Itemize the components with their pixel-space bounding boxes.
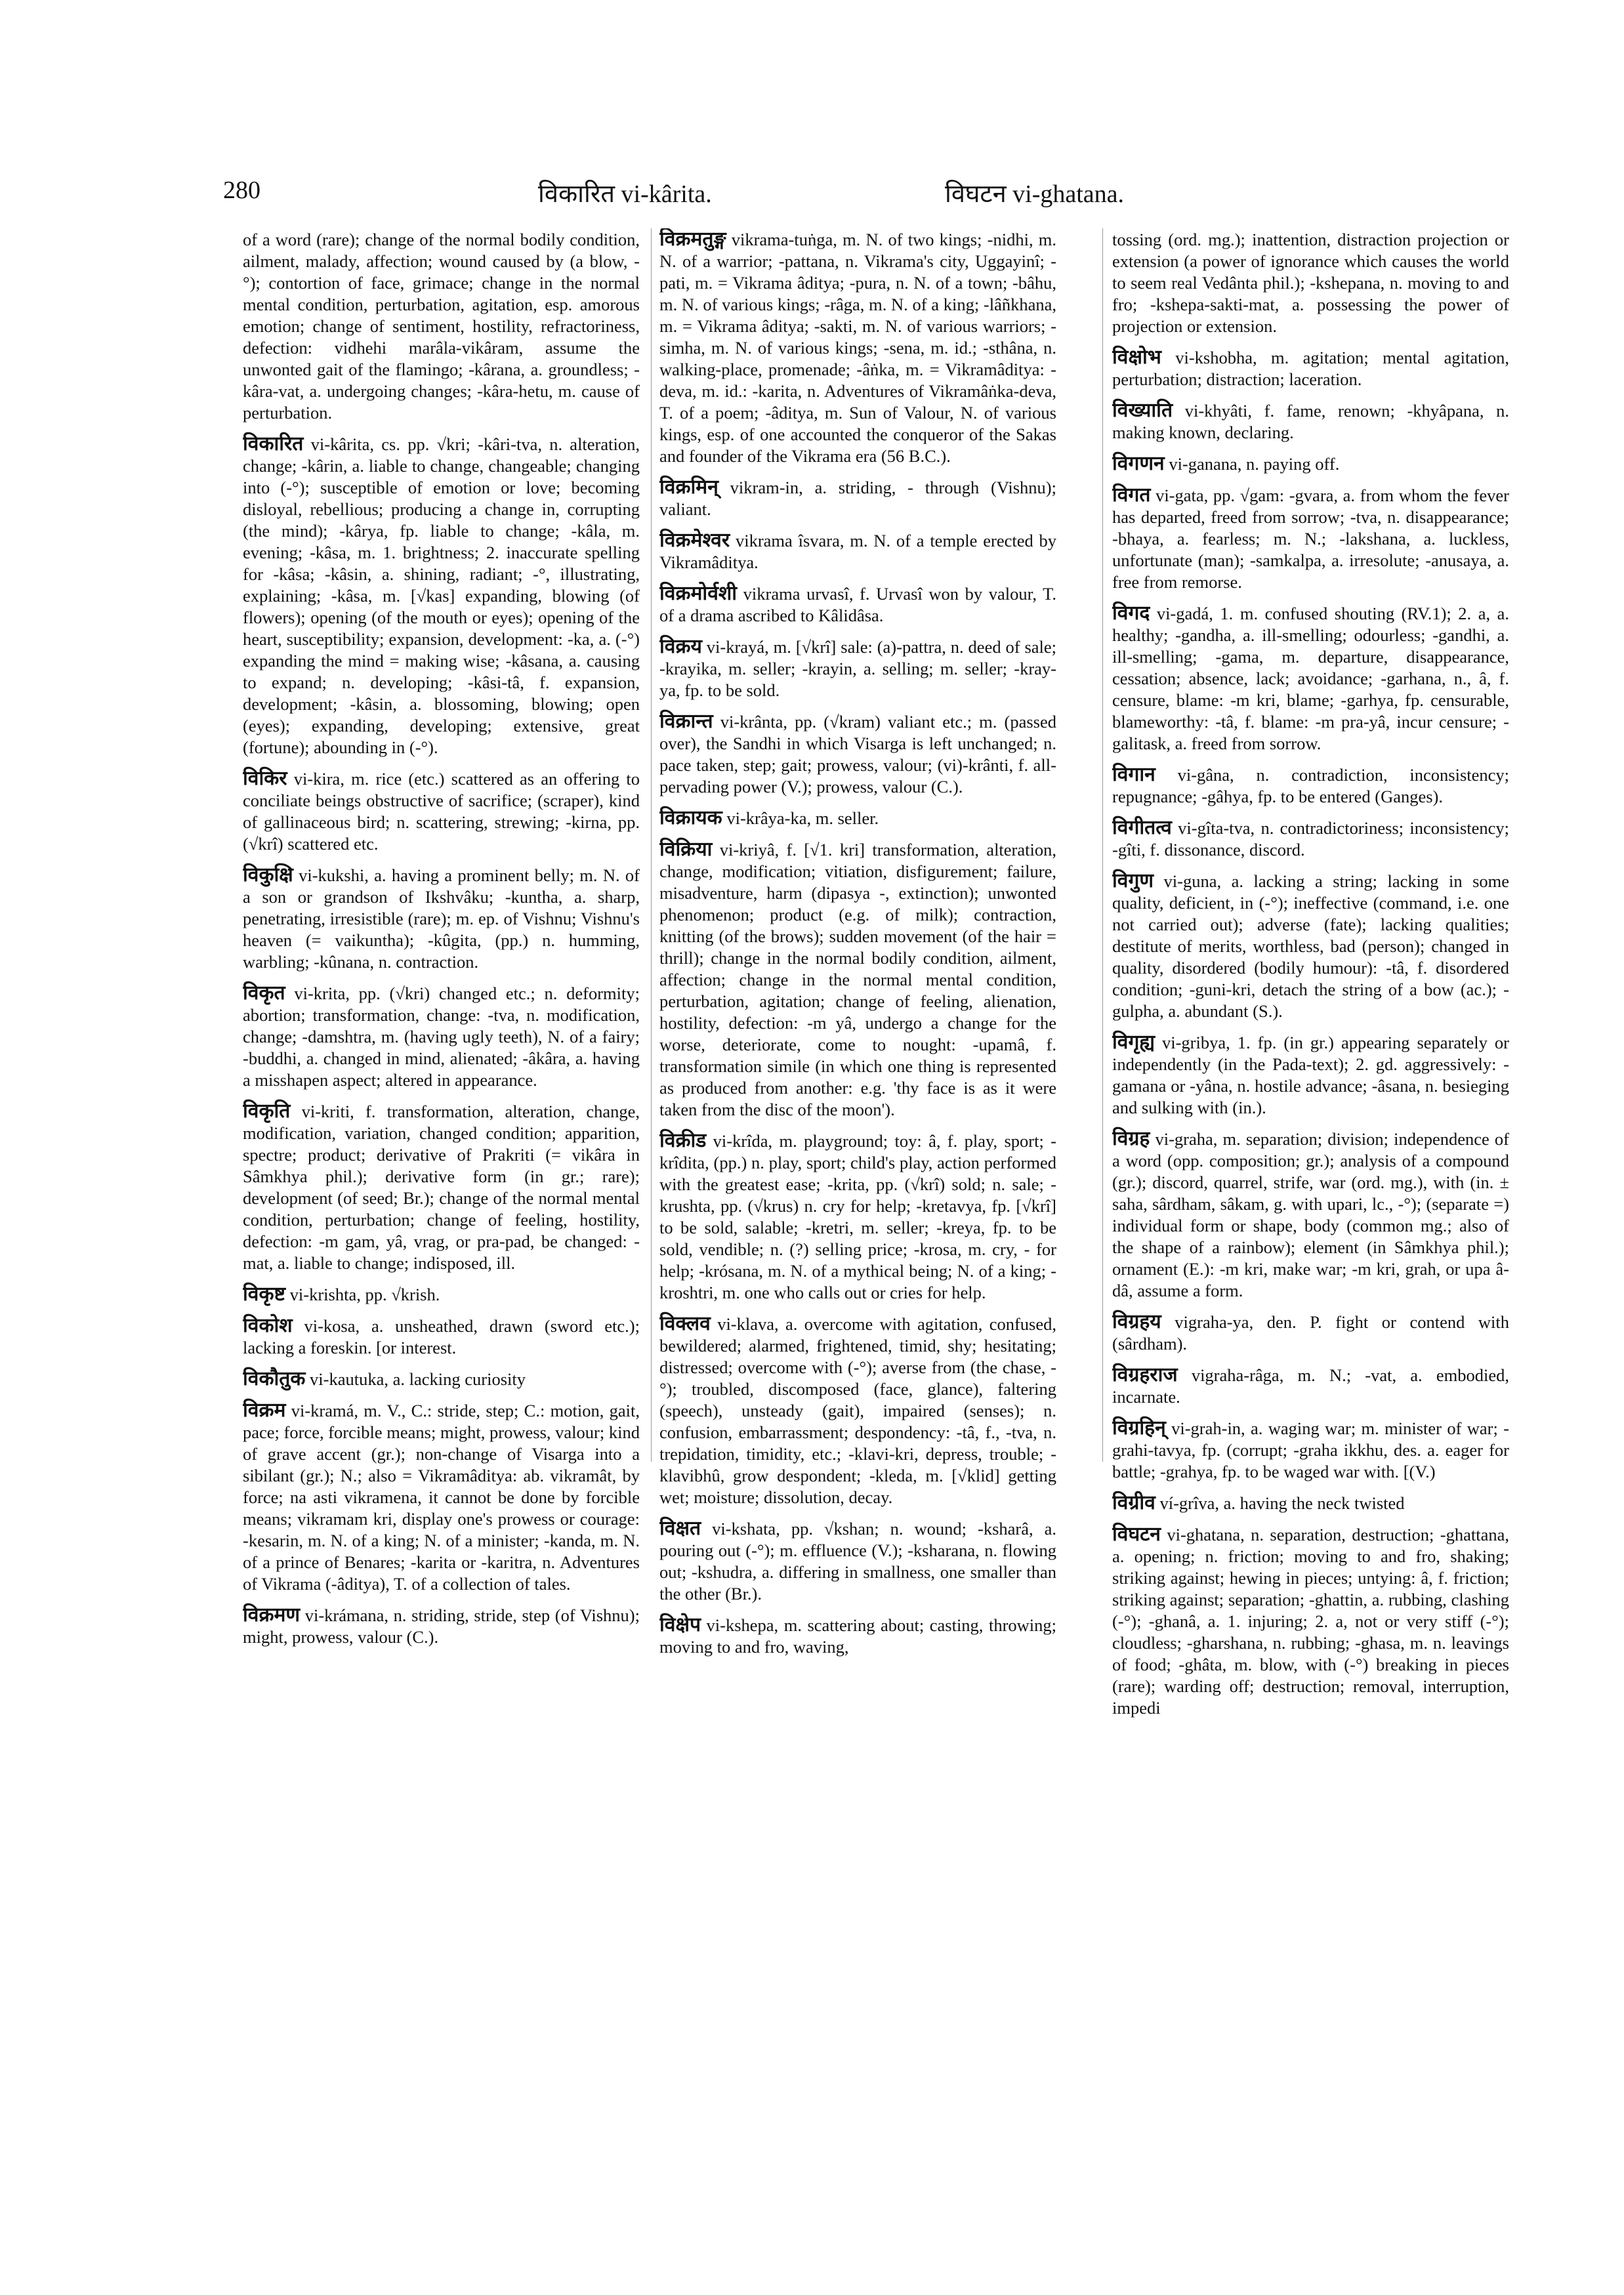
dictionary-entry — [1112, 1523, 1509, 1719]
dictionary-entry — [1112, 870, 1509, 1022]
entry-definition: vi-krámana, n. striding, stride, step (of Vishnu); might, prowess, valour (C.). — [243, 1605, 640, 1647]
guide-word-right: विघटन vi-ghatana. — [945, 180, 1125, 208]
column-divider — [1102, 228, 1103, 1462]
entry-headword: विकृति — [243, 1100, 291, 1123]
entry-definition: vi-krîda, m. playground; toy: â, f. play, sport; -krîdita, (pp.) n. play, sport; child's play, action performed with the greatest ease; -krita, pp. (√krî) sold; n. sale; -krushta, pp. (√krus) n. cry for help; -kretavya, fp. [√krî] to be sold, salable; -kretri, m. seller; -kreya, fp. to be sold, vendible; n. (?) selling price; -krosa, m. cry, - for help; -krósana, m. N. of a mythical being; N. of a king; -kroshtri, m. one who calls out or cries for help. — [659, 1131, 1056, 1302]
entry-headword: विक्रमण — [243, 1603, 301, 1626]
entry-headword: विकोश — [243, 1314, 293, 1337]
column-divider — [651, 228, 652, 1462]
entry-headword: विक्रिया — [659, 838, 713, 861]
entry-definition: vi-ghatana, n. separation, destruction; -ghattana, a. opening; n. friction; moving to and fro, shaking; striking against; hewing in pieces; untying: â, f. friction; striking against; separation; -ghattin, a. rubbing, clashing (-°); -ghanâ, a. 1. injuring; 2. a, not or very stiff (-°); cloudless; -gharshana, n. rubbing; -ghasa, m. n. leavings of food; -ghâta, m. blow, with (-°) breaking in pieces (rare); warding off; destruction; removal, interruption, impedi — [1112, 1525, 1509, 1718]
entry-definition: vi-krayá, m. [√krî] sale: (a)-pattra, n. deed of sale; -krayika, m. seller; -krayin, a. selling; m. seller; -kray-ya, fp. to be sold. — [659, 637, 1056, 700]
page-header — [223, 176, 1207, 215]
entry-definition: vi-kosa, a. unsheathed, drawn (sword etc.); lacking a foreskin. [or interest. — [243, 1316, 640, 1357]
dictionary-entry — [243, 864, 640, 973]
dictionary-entry — [243, 1315, 640, 1359]
entry-definition: vi-gîta-tva, n. contradictoriness; inconsistency; -gîti, f. dissonance, discord. — [1112, 818, 1509, 859]
dictionary-entry — [243, 1604, 640, 1648]
dictionary-entry — [243, 768, 640, 855]
dictionary-entry — [243, 228, 640, 424]
dictionary-entry — [1112, 1492, 1509, 1514]
entry-headword: विक्षत — [659, 1517, 701, 1540]
dictionary-entry — [243, 1283, 640, 1306]
dictionary-column-2 — [659, 228, 1056, 2210]
entry-headword: विग्रहिन् — [1112, 1416, 1166, 1439]
entry-definition: vikrama-tuṅga, m. N. of two kings; -nidhi, m. N. of a warrior; -pattana, n. Vikrama's city, Uggayinî; -pati, m. = Vikrama âditya; -pura, n. N. of a town; -bâhu, m. N. of various kings; -râga, m. N. of a king; -lâñkhana, m. = Vikrama âditya; -sakti, m. N. of various warriors; -simha, m. N. of various kings; -sena, m. id.; -sthâna, n. walking-place, promenade; -âṅka, m. = Vikramâditya: -deva, m. id.: -karita, n. Adventures of Vikramâṅka-deva, T. of a poem; -âditya, m. Sun of Valour, N. of various kings, esp. of one accounted the conqueror of the Sakas and founder of the Vikrama era (56 B.C.). — [659, 230, 1056, 466]
entry-headword: विग्रीव — [1112, 1491, 1156, 1514]
entry-headword: विघटन — [1112, 1523, 1161, 1546]
entry-headword: विक्षेप — [659, 1613, 701, 1636]
entry-definition: vi-kramá, m. V., C.: stride, step; C.: motion, gait, pace; force, forcible means; might, prowess, valour; kind of grave accent (gr.); non-change of Visarga into a sibilant (gr.); N.; also = Vikramâditya: ab. vikramât, by force; na asti vikramena, it cannot be done by forcible means; vikramam kri, display one's prowess or courage: -kesarin, m. N. of a king; N. of a minister; -kanda, m. N. of a prince of Benares; -karita or -karitra, n. Adventures of Vikrama (-âditya), T. of a collection of tales. — [243, 1401, 640, 1594]
entry-headword: विक्रमेश्वर — [659, 529, 730, 552]
entry-headword: विकृत — [243, 982, 285, 1004]
entry-definition: vi-krita, pp. (√kri) changed etc.; n. deformity; abortion; transformation, change: -tva, n. modification, change; -damshtra, m. (having ugly teeth), N. of a fairy; -buddhi, a. changed in mind, alienated; -âkâra, a. having a misshapen aspect; altered in appearance. — [243, 983, 640, 1090]
entry-headword: विगुण — [1112, 869, 1154, 892]
dictionary-entry — [243, 433, 640, 758]
dictionary-entry — [243, 1368, 640, 1390]
guide-word-left: विकारित vi-kârita. — [538, 180, 712, 208]
entry-definition: ví-grîva, a. having the neck twisted — [1159, 1493, 1405, 1513]
entry-headword: विकिर — [243, 767, 287, 790]
entry-headword: विकौतुक — [243, 1367, 306, 1390]
entry-definition: vigraha-ya, den. P. fight or contend with (sârdham). — [1112, 1312, 1509, 1354]
dictionary-column-1 — [243, 228, 640, 2210]
dictionary-entry — [659, 711, 1056, 798]
entry-definition: vigraha-râga, m. N.; -vat, a. embodied, incarnate. — [1112, 1365, 1509, 1407]
dictionary-entry — [1112, 346, 1509, 390]
entry-headword: विगृह्य — [1112, 1031, 1155, 1054]
entry-definition: vi-kriti, f. transformation, alteration, change, modification, variation, changed condition; apparition, spectre; product; derivative of Prakriti (= vikâra in Sâmkhya phil.); derivative form (in gr.; rare); development (of seed; Br.); change of the normal mental condition, perturbation; change of feeling, hostility, defection: -m gam, yâ, vrag, or pra-pad, be changed: -mat, a. liable to change; indisposed, ill. — [243, 1102, 640, 1273]
entry-definition: vikram-in, a. striding, - through (Vishnu); valiant. — [659, 478, 1056, 519]
entry-definition: vi-graha, m. separation; division; independence of a word (opp. composition; gr.); analysis of a compound (gr.); discord, quarrel, strife, war (ord. mg.), with (in. ± saha, sârdham, sâkam, g. with upari, lc., -°); (separate =) individual form or shape, body (common mg.; also of the shape of a rainbow); element (in Sâmkhya phil.); ornament (E.): -m kri, make war; -m kri, grah, or upa â-dâ, assume a form. — [1112, 1129, 1509, 1300]
dictionary-entry — [659, 529, 1056, 573]
entry-headword: विकुक्षि — [243, 863, 293, 886]
dictionary-entry — [659, 807, 1056, 829]
dictionary-entry — [1112, 1128, 1509, 1302]
entry-headword: विकारित — [243, 432, 304, 455]
dictionary-entry — [659, 636, 1056, 701]
dictionary-entry — [1112, 400, 1509, 444]
entry-definition: vi-kukshi, a. having a prominent belly; m. N. of a son or grandson of Ikshvâku; -kuntha, a. sharp, penetrating, irresistible (rare); m. ep. of Vishnu; Vishnu's heaven (= vaikuntha); -kûgita, (pp.) n. humming, warbling; -kûnana, n. contraction. — [243, 865, 640, 972]
entry-definition: vi-kshata, pp. √kshan; n. wound; -ksharâ, a. pouring out (-°); m. effluence (V.); -ksharana, n. flowing out; -kshudra, a. differing in smallness, one smaller than the other (Br.). — [659, 1519, 1056, 1603]
entry-definition: vi-kriyâ, f. [√1. kri] transformation, alteration, change, modification; vitiation, disfigurement; failure, misadventure, harm (dipasya -, extinction); unwonted phenomenon; product (e.g. of milk); contraction, knitting (of the brows); sudden movement (of the hair = thrill); change in the normal bodily condition, ailment, affection; change in the normal mental condition, perturbation, agitation; change of feeling, alienation, hostility, defection: -m yâ, undergo a change for the worse, deteriorate, come to nought: -upamâ, f. transformation simile (in which one thing is represented as produced from another: e.g. 'thy face is as it were taken from the disc of the moon'). — [659, 840, 1056, 1119]
entry-headword: विक्रमतुङ्ग — [659, 228, 726, 251]
entry-headword: विग्रहय — [1112, 1310, 1161, 1333]
entry-headword: विक्रायक — [659, 806, 722, 829]
entry-headword: विगान — [1112, 763, 1156, 786]
entry-headword: विक्रमोर्वशी — [659, 582, 738, 605]
dictionary-entry — [659, 1313, 1056, 1508]
entry-definition: vi-kshepa, m. scattering about; casting, throwing; moving to and fro, waving, — [659, 1615, 1056, 1657]
dictionary-entry — [1112, 484, 1509, 593]
entry-definition: vikrama îsvara, m. N. of a temple erected by Vikramâditya. — [659, 531, 1056, 572]
dictionary-entry — [1112, 1311, 1509, 1355]
entry-definition: vi-krishta, pp. √krish. — [289, 1285, 440, 1304]
entry-headword: विग्रहराज — [1112, 1363, 1178, 1386]
dictionary-entry — [1112, 1364, 1509, 1408]
dictionary-entry — [659, 838, 1056, 1121]
entry-headword: विक्रमिन् — [659, 476, 718, 499]
dictionary-column-3 — [1112, 228, 1509, 2210]
entry-definition: vikrama urvasî, f. Urvasî won by valour, T. of a drama ascribed to Kâlidâsa. — [659, 584, 1056, 625]
entry-headword: विक्लव — [659, 1312, 711, 1335]
dictionary-entry — [659, 1130, 1056, 1304]
dictionary-entry — [1112, 764, 1509, 808]
entry-definition: vi-krâya-ka, m. seller. — [726, 808, 879, 828]
entry-headword: विगीतत्व — [1112, 816, 1172, 839]
entry-definition: vi-kautuka, a. lacking curiosity — [310, 1369, 526, 1389]
entry-definition: vi-krânta, pp. (√kram) valiant etc.; m. (passed over), the Sandhi in which Visarga is left unchanged; n. pace taken, step; gait; prowess, valour; (vi)-krânti, f. all-pervading power (V.); prowess, valour (C.). — [659, 712, 1056, 796]
entry-headword: विगणन — [1112, 452, 1165, 475]
dictionary-entry — [1112, 1417, 1509, 1483]
entry-headword: विगद — [1112, 602, 1150, 625]
entry-definition: vi-kira, m. rice (etc.) scattered as an offering to conciliate beings obstructive of sacrifice; (scraper), kind of gallinaceous bird; n. scattering, strewing; -kirna, pp. (√krî) scattered etc. — [243, 769, 640, 854]
entry-definition: vi-kârita, cs. pp. √kri; -kâri-tva, n. alteration, change; -kârin, a. liable to change, changeable; changing into (-°); susceptible of emotion or love; becoming disloyal, rebellious; producing a change in, corrupting (the mind); -kârya, fp. liable to change; -kâla, m. evening; -kâsa, m. 1. brightness; 2. inaccurate spelling for -kâsa; -kâsin, a. shining, radiant; -°, illustrating, explaining; -kâsa, m. [√kas] expanding, blowing (of flowers); opening (of the mouth or eyes); opening of the heart, susceptibility; expansion, development: -ka, a. (-°) expanding the mind = making wise; -kâsana, a. causing to expand; n. developing; -kâsi-tâ, f. expansion, development; -kâsin, a. blossoming, blowing; open (eyes); expanding, developing; extensive, great (fortune); abounding in (-°). — [243, 434, 640, 757]
entry-headword: विकृष्ट — [243, 1283, 286, 1306]
entry-headword: विक्रय — [659, 635, 702, 658]
page-number: 280 — [223, 176, 260, 204]
dictionary-entry — [659, 1614, 1056, 1658]
dictionary-entry — [1112, 453, 1509, 475]
entry-definition: vi-gribya, 1. fp. (in gr.) appearing separately or independently (in the Pada-text); 2. gd. aggressively: -gamana or -yâna, n. hostile advance; -âsana, n. besieging and sulking with (in.). — [1112, 1033, 1509, 1117]
entry-headword: विख्याति — [1112, 399, 1173, 422]
entry-definition: vi-guna, a. lacking a string; lacking in some quality, deficient, in (-°); ineffective (command, i.e. one not carried out); adverse (fate); lacking qualities; destitute of merits, worthless, bad (person); changed in quality, disordered (bodily humour): -tâ, f. disordered condition; -guni-kri, detach the string of a bow (ac.); -gulpha, a. abundant (S.). — [1112, 871, 1509, 1021]
dictionary-entry — [1112, 602, 1509, 755]
dictionary-entry — [659, 228, 1056, 467]
dictionary-entry — [659, 476, 1056, 520]
dictionary-entry — [243, 1100, 640, 1274]
dictionary-entry — [243, 1399, 640, 1595]
entry-headword: विक्षोभ — [1112, 346, 1161, 369]
entry-definition: vi-khyâti, f. fame, renown; -khyâpana, n. making known, declaring. — [1112, 401, 1509, 442]
entry-definition: vi-ganana, n. paying off. — [1169, 454, 1340, 474]
dictionary-entry — [243, 982, 640, 1091]
entry-definition: of a word (rare); change of the normal bodily condition, ailment, malady, affection; wound caused by (a blow, -°); contortion of face, grimace; change in the normal mental condition, perturbation, agitation, esp. amorous emotion; change of sentiment, hostility, refractoriness, defection: vidhehi marâla-vikâram, assume the unwonted gait of the flamingo; -kârana, a. groundless; -kâra-vat, a. undergoing changes; -kâra-hetu, m. cause of perturbation. — [243, 230, 640, 423]
entry-headword: विग्रह — [1112, 1127, 1150, 1150]
entry-definition: vi-grah-in, a. waging war; m. minister of war; -grahi-tavya, fp. (corrupt; -graha ikkhu, des. a. eager for battle; -grahya, fp. to be waged war with. [(V.) — [1112, 1418, 1509, 1481]
entry-definition: vi-kshobha, m. agitation; mental agitation, perturbation; distraction; laceration. — [1112, 348, 1509, 389]
dictionary-entry — [1112, 228, 1509, 337]
dictionary-entry — [659, 583, 1056, 627]
entry-definition: vi-gata, pp. √gam: -gvara, a. from whom the fever has departed, freed from sorrow; -tva, n. disappearance; -bhaya, a. fearless; m. N.; -lakshana, a. luckless, unfortunate (man); -samkalpa, a. irresolute; -anusaya, a. free from remorse. — [1112, 486, 1509, 592]
dictionary-entry — [1112, 817, 1509, 861]
entry-definition: tossing (ord. mg.); inattention, distraction projection or extension (a power of ignorance which causes the world to seem real Vedânta phil.); -kshepana, n. moving to and fro; -kshepa-sakti-mat, a. possessing the power of projection or extension. — [1112, 230, 1509, 336]
entry-definition: vi-gâna, n. contradiction, inconsistency; repugnance; -gâhya, fp. to be entered (Ganges). — [1112, 765, 1509, 806]
dictionary-entry — [659, 1518, 1056, 1605]
entry-definition: vi-klava, a. overcome with agitation, confused, bewildered; alarmed, frightened, timid, shy; hesitating; distressed; overcome with (-°); averse from (the chase, -°); troubled, discomposed (face, glance), faltering (speech), unsteady (gait), impaired (senses); n. confusion, embarrassment; despondency: -tâ, f., -tva, n. trepidation, timidity, etc.; -klavi-kri, depress, trouble; -klavibhû, grow despondent; -kleda, m. [√klid] getting wet; moisture; dissolution, decay. — [659, 1314, 1056, 1507]
entry-headword: विक्रीड — [659, 1129, 707, 1152]
dictionary-entry — [1112, 1031, 1509, 1119]
entry-headword: विक्रम — [243, 1399, 286, 1422]
entry-definition: vi-gadá, 1. m. confused shouting (RV.1); 2. a, a. healthy; -gandha, a. ill-smelling; odourless; -gandhi, a. ill-smelling; -gama, m. departure, disappearance, cessation; absence, lack; avoidance; -garhana, n., â, f. censure, blame: -m kri, blame; -garhya, fp. censurable, blameworthy: -tâ, f. blame: -m pra-yâ, incur censure; -galitask, a. freed from sorrow. — [1112, 604, 1509, 753]
entry-headword: विक्रान्त — [659, 710, 713, 733]
entry-headword: विगत — [1112, 484, 1151, 507]
